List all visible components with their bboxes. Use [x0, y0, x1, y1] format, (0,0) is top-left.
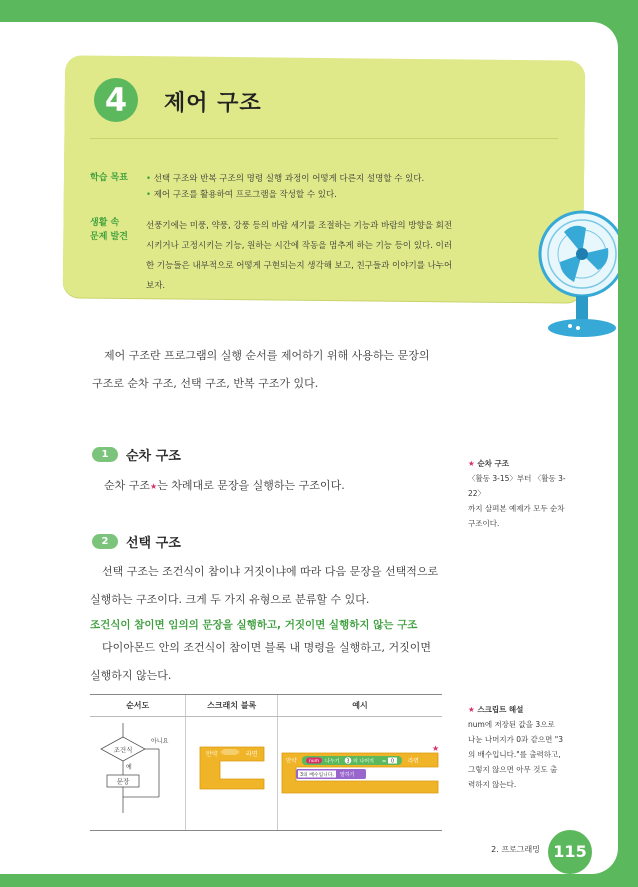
section-heading-sequence — [92, 445, 181, 464]
sub-line: 다이아몬드 안의 조건식이 참이면 블록 내 명령을 실행하고, 거짓이면 — [102, 641, 431, 654]
example-say-text: 3의 배수입니다. — [300, 772, 334, 778]
example-div: 나누기 — [325, 758, 340, 764]
sidenote-line: 〈활동 3-15〉부터 〈활동 3-22〉 — [468, 474, 566, 498]
problem-line: 보자. — [146, 281, 166, 291]
flowchart-diagram — [93, 723, 183, 823]
example-if: 만약 — [286, 758, 297, 764]
selection-line: 실행하는 구조이다. 크게 두 가지 유형으로 분류할 수 있다. — [90, 593, 370, 606]
sequence-term: 순차 구조 — [104, 479, 151, 492]
sidenote-sequence — [468, 456, 578, 531]
sequence-paragraph — [104, 472, 345, 501]
problem-line: 한 기능들은 내부적으로 어떻게 구현되는지 생각해 보고, 친구들과 이야기를 나누어 — [146, 261, 453, 271]
selection-line: 선택 구조는 조건식이 참이냐 거짓이냐에 따라 다음 문장을 선택적으로 — [102, 565, 439, 578]
section-heading-selection — [92, 532, 181, 551]
example-cell — [278, 717, 443, 831]
scratch-example-script — [278, 743, 442, 803]
section-title: 순차 구조 — [126, 449, 181, 464]
example-say: 말하기 — [340, 771, 355, 778]
intro-paragraph — [92, 342, 452, 398]
problem-label-line: 생활 속 — [90, 218, 120, 228]
section-number-badge: 2 — [92, 534, 118, 549]
example-then: 라면 — [408, 758, 419, 764]
sidenote-line: 의 배수입니다."를 출력하고, — [468, 750, 561, 759]
scratch-if-block — [192, 743, 272, 803]
subheading: 조건식이 참이면 임의의 문장을 실행하고, 거짓이면 실행하지 않는 구조 — [90, 619, 418, 631]
problem-text — [146, 216, 476, 296]
example-three: 3 — [346, 758, 350, 764]
sidenote-line: 까지 살펴본 예제가 모두 순차 — [468, 504, 565, 513]
footer-section: 2. 프로그래밍 — [491, 845, 540, 854]
electric-fan-illustration — [534, 208, 618, 340]
comparison-table — [90, 694, 442, 831]
selection-paragraph — [90, 558, 460, 614]
section-title: 선택 구조 — [126, 536, 181, 551]
goals-list — [146, 171, 424, 203]
sub-line: 실행하지 않는다. — [90, 669, 172, 682]
intro-line: 구조로 순차 구조, 선택 구조, 반복 구조가 있다. — [92, 377, 319, 390]
sub-paragraph — [90, 634, 460, 690]
block-then-label: 라면 — [245, 750, 258, 758]
flow-condition: 조건식 — [113, 745, 133, 754]
goal-item: • 제어 구조를 활용하여 프로그램을 작성할 수 있다. — [146, 187, 424, 203]
sidenote-script — [468, 702, 578, 792]
sidenote-title: ★ 순차 구조 — [468, 456, 578, 471]
flow-no-label: 아니요 — [150, 737, 169, 745]
sidenote-line: 나눈 나머지가 0과 같으면 "3 — [468, 735, 563, 744]
example-zero: 0 — [390, 758, 395, 764]
table-header: 순서도 — [90, 695, 186, 717]
sidenote-line: 그렇지 않으면 아무 것도 출 — [468, 765, 558, 774]
chapter-number: 4 — [94, 78, 138, 122]
problem-label-line: 문제 발견 — [90, 232, 128, 242]
intro-line: 제어 구조란 프로그램의 실행 순서를 제어하기 위해 사용하는 문장의 — [104, 349, 430, 362]
problem-line: 시키거나 고정시키는 기능, 원하는 시간에 작동을 멈추게 하는 기능 등이 있다. 이러 — [146, 241, 453, 251]
example-rem: 의 나머지 — [353, 758, 374, 764]
table-row — [90, 717, 442, 831]
section-number-badge: 1 — [92, 447, 118, 462]
page-number: 115 — [548, 830, 592, 874]
sidenote-line: 력하지 않는다. — [468, 780, 517, 789]
example-eq: = — [382, 758, 387, 764]
sequence-text: 는 차례대로 문장을 실행하는 구조이다. — [157, 479, 345, 492]
textbook-page — [0, 22, 618, 874]
example-var: num — [308, 758, 320, 764]
sidenote-line: 구조이다. — [468, 519, 500, 528]
flowchart-cell — [90, 717, 186, 831]
star-mark: ★ — [432, 743, 440, 753]
problem-label — [90, 216, 128, 244]
goals-label: 학습 목표 — [90, 173, 128, 183]
problem-line: 선풍기에는 미풍, 약풍, 강풍 등의 바람 세기를 조절하는 기능과 바람의 방향을 회전 — [146, 221, 453, 231]
flow-yes-label: 예 — [125, 763, 132, 771]
sidenote-line: num에 저장된 값을 3으로 — [468, 720, 555, 729]
scratch-block-cell — [186, 717, 278, 831]
sidenote-title: ★ 스크립트 해설 — [468, 702, 578, 717]
chapter-card — [64, 58, 584, 300]
table-header-row — [90, 695, 442, 717]
star-mark: ★ — [150, 482, 158, 491]
table-header: 예시 — [278, 695, 443, 717]
block-if-label: 만약 — [205, 750, 218, 758]
chapter-title: 제어 구조 — [164, 91, 262, 116]
card-divider — [90, 138, 558, 139]
goal-item: • 선택 구조와 반복 구조의 명령 실행 과정이 어떻게 다른지 설명할 수 있다. — [146, 171, 424, 187]
flow-statement: 문장 — [116, 777, 129, 785]
table-header: 스크래치 블록 — [186, 695, 278, 717]
